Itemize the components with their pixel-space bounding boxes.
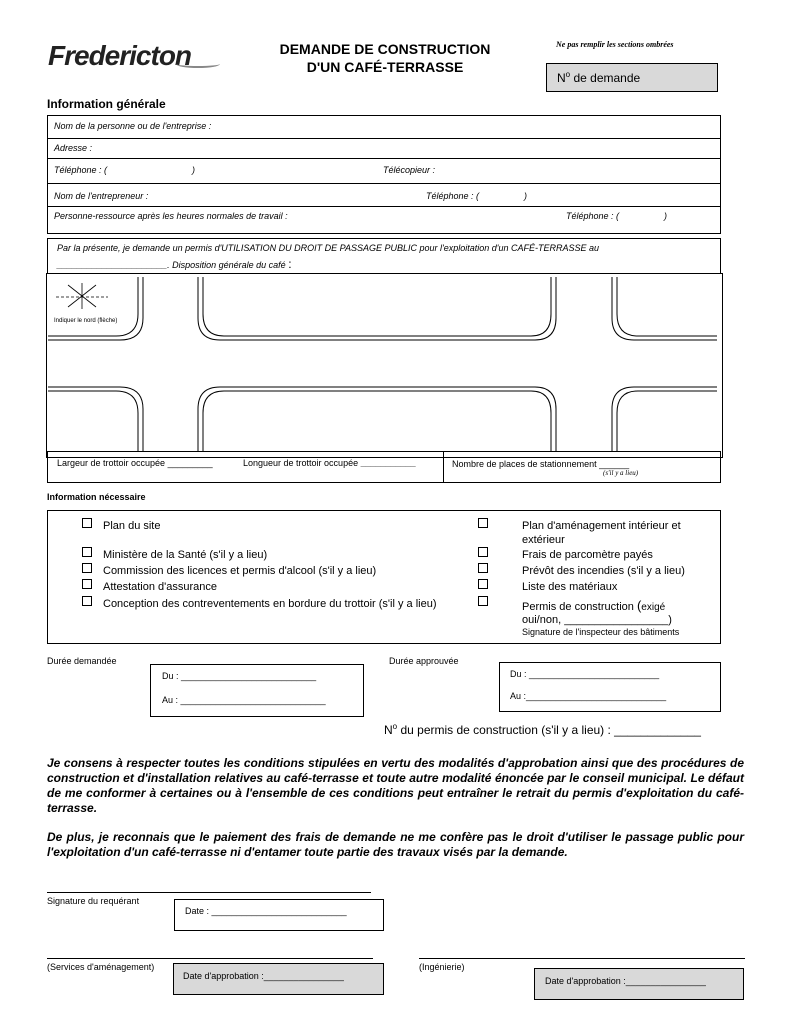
after-hours-contact-label: Personne-ressource après les heures normales de travail : xyxy=(54,211,288,221)
parking-spaces-label: Nombre de places de stationnement ______ xyxy=(452,459,630,469)
engineering-approval-date-box[interactable] xyxy=(534,968,744,1000)
planning-approval-date-box[interactable] xyxy=(173,963,384,995)
engineering-signature-line[interactable] xyxy=(419,958,745,959)
consent-paragraph-2: De plus, je reconnais que le paiement des frais de demande ne me confère pas le droit d'utiliser le passage public pour l'exploitation d'un café-terrasse ni d'entamer toute partie des travaux visés par la demande. xyxy=(47,830,744,859)
interior-plan-label: Plan d'aménagement intérieur et xyxy=(522,520,681,532)
address-label: Adresse : xyxy=(54,143,93,153)
north-label: Indiquer le nord (flèche) xyxy=(54,318,118,324)
fax-label: Télécopieur : xyxy=(383,165,436,175)
general-info-box xyxy=(47,115,721,234)
contractor-label: Nom de l'entrepreneur : xyxy=(54,191,149,201)
required-info-box xyxy=(47,510,721,644)
interior-plan-label-2: extérieur xyxy=(522,534,565,546)
north-compass-icon xyxy=(56,283,108,309)
health-ministry-label: Ministère de la Santé (s'il y a lieu) xyxy=(103,549,268,561)
sidewalk-length-label: Longueur de trottoir occupée ___________ xyxy=(243,458,416,468)
bracing-design-checkbox[interactable] xyxy=(82,596,92,606)
materials-list-checkbox[interactable] xyxy=(478,579,488,589)
requested-from-field[interactable]: Du : ___________________________ xyxy=(162,671,317,681)
liquor-commission-checkbox[interactable] xyxy=(82,563,92,573)
approved-duration-label: Durée approuvée xyxy=(389,656,459,666)
phone-close: ) xyxy=(192,165,195,175)
fire-marshal-checkbox[interactable] xyxy=(478,563,488,573)
contact-phone-close: ) xyxy=(664,211,667,221)
permit-request-line2: ______________________. Disposition générale du café : xyxy=(57,257,292,271)
inspector-signature-label: Signature de l'inspecteur des bâtiments xyxy=(522,627,680,637)
required-info-heading: Information nécessaire xyxy=(47,492,146,502)
demande-number-field[interactable]: $N^o$ de demande xyxy=(546,63,718,92)
health-ministry-checkbox[interactable] xyxy=(82,547,92,557)
permit-request-box xyxy=(47,238,721,274)
applicant-date-field[interactable]: Date : ___________________________ xyxy=(185,906,347,916)
requested-duration-box[interactable] xyxy=(150,664,364,717)
planning-services-label: (Services d'aménagement) xyxy=(47,962,155,972)
interior-plan-checkbox[interactable] xyxy=(478,518,488,528)
contact-phone-label: Téléphone : ( xyxy=(566,211,620,221)
insurance-label: Attestation d'assurance xyxy=(103,581,218,593)
applicant-signature-line[interactable] xyxy=(47,892,371,893)
parking-note: (s'il y a lieu) xyxy=(603,469,639,477)
building-permit-number-field[interactable]: $N^o$ du permis de construction (s'il y a lieu) : _____________ xyxy=(384,722,701,737)
engineering-label: (Ingénierie) xyxy=(419,962,465,972)
site-plan-checkbox[interactable] xyxy=(82,518,92,528)
contractor-phone-close: ) xyxy=(524,191,527,201)
approved-duration-box[interactable] xyxy=(499,662,721,712)
meter-fees-checkbox[interactable] xyxy=(478,547,488,557)
measurements-box xyxy=(47,451,721,483)
form-title-line1: DEMANDE DE CONSTRUCTION xyxy=(279,41,491,57)
form-title xyxy=(250,40,520,76)
phone-label: Téléphone : ( xyxy=(54,165,108,175)
materials-list-label: Liste des matériaux xyxy=(522,581,618,593)
liquor-commission-label: Commission des licences et permis d'alcool (s'il y a lieu) xyxy=(103,565,377,577)
street-outline xyxy=(48,277,717,451)
applicant-signature-label: Signature du requérant xyxy=(47,896,140,906)
site-plan-label: Plan du site xyxy=(103,520,161,532)
engineering-approval-date-field[interactable]: Date d'approbation :________________ xyxy=(545,976,706,986)
building-permit-label: Permis de construction (exigé xyxy=(522,598,666,613)
planning-approval-date-field[interactable]: Date d'approbation :________________ xyxy=(183,971,344,981)
requested-duration-label: Durée demandée xyxy=(47,656,117,666)
general-info-heading: Information générale xyxy=(47,97,166,111)
cafe-layout-drawing-area[interactable] xyxy=(46,273,723,458)
approved-from-field[interactable]: Du : __________________________ xyxy=(510,669,660,679)
person-name-label: Nom de la personne ou de l'entreprise : xyxy=(54,121,212,131)
insurance-checkbox[interactable] xyxy=(82,579,92,589)
shaded-sections-note: Ne pas remplir les sections ombrées xyxy=(556,40,674,49)
permit-request-line1: Par la présente, je demande un permis d'UTILISATION DU DROIT DE PASSAGE PUBLIC pour l'exploitation d'un CAFÉ-TERRASSE au xyxy=(57,243,600,253)
fredericton-logo: Fredericton xyxy=(48,40,191,72)
planning-signature-line[interactable] xyxy=(47,958,373,959)
building-permit-checkbox[interactable] xyxy=(478,596,488,606)
approved-to-field[interactable]: Au :____________________________ xyxy=(510,691,667,701)
applicant-date-box[interactable] xyxy=(174,899,384,931)
requested-to-field[interactable]: Au : _____________________________ xyxy=(162,695,326,705)
building-permit-yes-no[interactable]: oui/non, _________________) xyxy=(522,614,672,626)
sidewalk-width-label: Largeur de trottoir occupée _________ xyxy=(57,458,213,468)
fire-marshal-label: Prévôt des incendies (s'il y a lieu) xyxy=(522,565,685,577)
form-title-line2: D'UN CAFÉ-TERRASSE xyxy=(306,59,464,75)
contractor-phone-label: Téléphone : ( xyxy=(426,191,480,201)
bracing-design-label: Conception des contreventements en bordure du trottoir (s'il y a lieu) xyxy=(103,598,437,610)
meter-fees-label: Frais de parcomètre payés xyxy=(522,549,653,561)
consent-paragraph-1: Je consens à respecter toutes les conditions stipulées en vertu des modalités d'approbation ainsi que des procédures de construction et d'installation relatives au café-terrasse et toute autre modalité énoncée par le conseil municipal. Le défaut de me conformer à certaines ou à l'ensemble de ces conditions peut entraîner le retrait du permis d'exploitation du café-terrasse. xyxy=(47,756,744,815)
